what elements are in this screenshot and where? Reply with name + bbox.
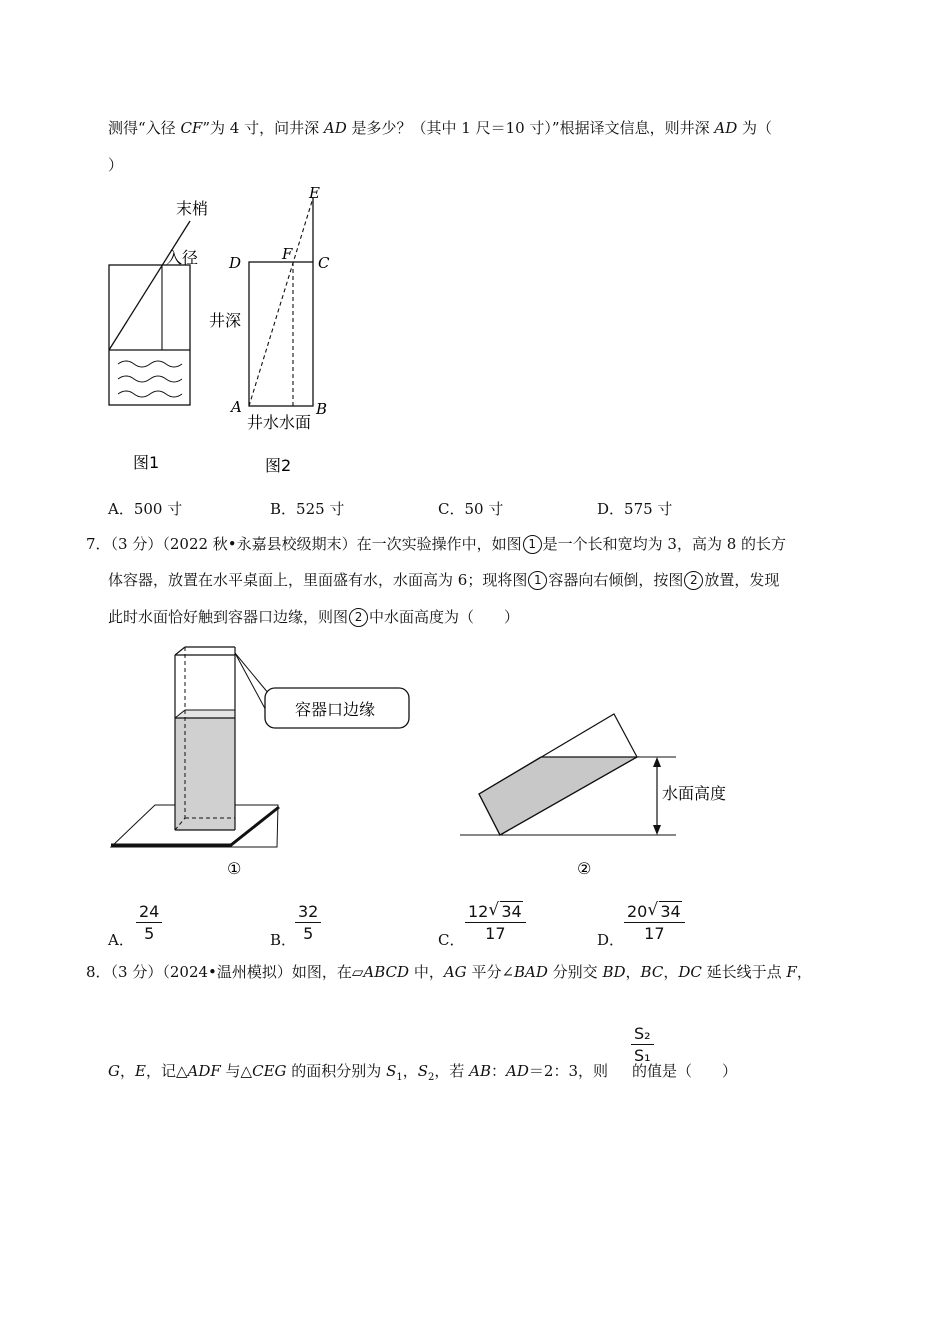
q7-option-a-letter[interactable]: A． — [108, 931, 134, 949]
callout-text: 容器口边缘 — [295, 700, 376, 719]
wave-2 — [118, 376, 182, 382]
q7-option-d-letter[interactable]: D． — [597, 931, 625, 949]
pole-line — [109, 221, 190, 350]
q7-option-c-letter[interactable]: C． — [438, 931, 465, 949]
q6-option-d[interactable]: D．575 寸 — [597, 500, 673, 518]
wave-1 — [118, 361, 182, 367]
pt-F: F — [282, 245, 293, 263]
q7-figure1 — [105, 640, 425, 885]
pt-C: C — [318, 254, 330, 272]
q7-text-line3: 此时水面恰好触到容器口边缘，则图 2 中水面高度为（ ） — [108, 608, 520, 626]
pt-E: E — [309, 184, 320, 202]
q6-option-b[interactable]: B．525 寸 — [270, 500, 345, 518]
q8-fraction: $\frac{\text{S₂}}{\text{S₁}}$ — [631, 1024, 654, 1065]
q7-option-c-fraction: 12 √ 34 17 — [465, 902, 526, 943]
wave-3 — [118, 391, 182, 397]
q6-text-line2: ） — [108, 156, 124, 174]
fig2-caption: 图2 — [265, 456, 292, 475]
fig2-caption: ② — [577, 859, 592, 878]
q6-figure2 — [205, 180, 345, 480]
q7-option-d-fraction: 20 √ 34 17 — [624, 902, 685, 943]
pt-D: D — [229, 254, 242, 272]
water-height-label: 水面高度 — [662, 784, 727, 803]
pt-A: A — [231, 398, 242, 416]
pt-B: B — [316, 400, 328, 418]
q8-text-line1: 8．（3 分）（2024•温州模拟）如图，在▱ABCD 中，AG 平分∠BAD 分别交 BD，BC，DC 延长线于点 F， — [86, 963, 812, 981]
q7-figure2 — [450, 700, 750, 885]
q7-text-line1: 7．（3 分）（2022 秋•永嘉县校级期末）在一次实验操作中，如图 1 是一个长和宽均为 3，高为 8 的长方 — [86, 535, 787, 553]
well-rect — [249, 262, 313, 406]
side-label: 井深 — [209, 311, 242, 330]
q7-option-a-fraction: $\frac{24}{5}$ — [136, 902, 162, 943]
q8-text-line2: G，E，记△ADF 与△CEG 的面积分别为 $S_1$，$S_2$，若 AB：AD＝2：3，则 的值是（ ） — [108, 1062, 738, 1083]
fig1-caption: ① — [227, 859, 242, 878]
label-top: 末梢 — [176, 199, 209, 218]
label-small: 入径 — [166, 248, 199, 267]
water-fill — [175, 718, 235, 830]
q7-option-b-letter[interactable]: B． — [270, 931, 297, 949]
q7-option-b-fraction: $\frac{32}{5}$ — [295, 902, 321, 943]
q7-text-line2: 体容器，放置在水平桌面上，里面盛有水，水面高为 6；现将图 1 容器向右倾倒，按图 2 放置，发现 — [108, 571, 780, 589]
fig1-caption: 图1 — [133, 453, 160, 472]
q6-text-line1: 测得“入径 CF”为 4 寸，问井深 AD 是多少？（其中 1 尺＝10 寸）”根据译文信息，则井深 AD 为（ — [108, 119, 773, 137]
q6-option-c[interactable]: C．50 寸 — [438, 500, 504, 518]
bottom-label: 井水水面 — [247, 413, 312, 432]
water-fill — [479, 757, 637, 835]
ae-dashed — [249, 198, 313, 406]
q6-option-a[interactable]: A．500 寸 — [108, 500, 183, 518]
q6-figure1 — [100, 185, 210, 475]
